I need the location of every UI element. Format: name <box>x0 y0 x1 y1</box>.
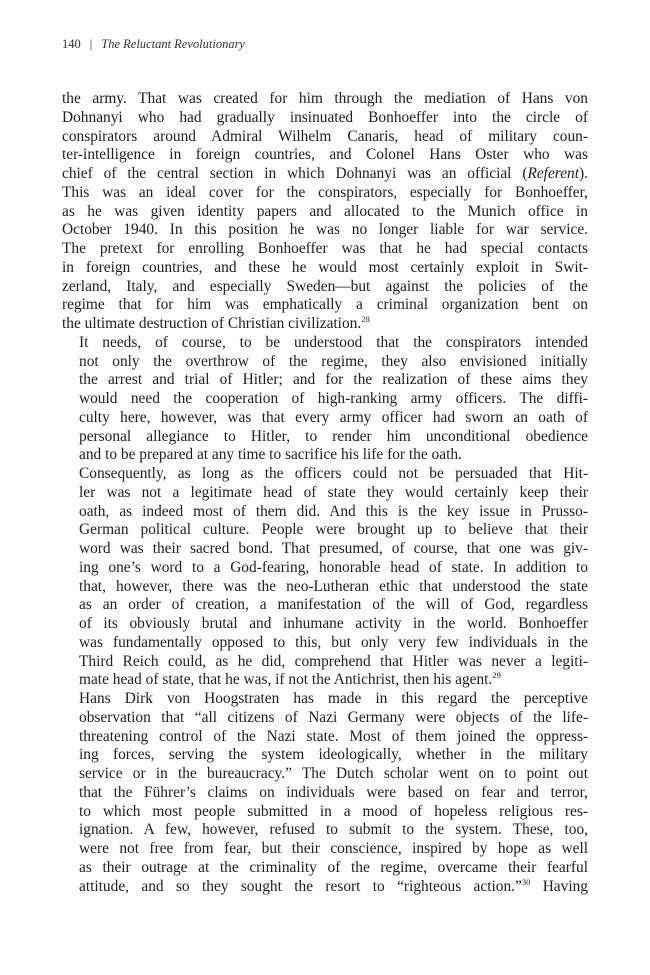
text-line <box>62 540 588 559</box>
line-text: as their outrage at the criminality of the regime, overcame their fearful <box>79 858 588 876</box>
text-line <box>62 521 588 540</box>
text-line <box>62 596 588 615</box>
line-text-tail: Having <box>530 877 589 895</box>
text-line <box>62 503 588 522</box>
text-line <box>62 390 588 409</box>
text-line <box>62 465 588 484</box>
paragraph <box>62 465 588 690</box>
text-line <box>62 634 588 653</box>
text-line <box>62 746 588 765</box>
text-line <box>62 709 588 728</box>
paragraph <box>62 334 588 465</box>
footnote-marker: 29 <box>492 670 501 681</box>
line-text-tail: ). <box>579 165 588 182</box>
line-text: The pretext for enrolling Bonhoeffer was that he had special contacts <box>62 240 588 257</box>
paragraph <box>62 690 588 896</box>
line-text: as he was given identity papers and allocated to the Munich office in <box>62 202 588 220</box>
text-line <box>62 146 588 165</box>
line-text: Third Reich could, as he did, comprehend that Hitler was never a legiti- <box>79 652 588 670</box>
line-text: the arrest and trial of Hitler; and for the realization of these aims they <box>79 371 588 389</box>
text-line <box>62 671 588 690</box>
text-line <box>62 240 588 259</box>
body-text <box>62 90 588 896</box>
line-text: ing one’s word to a God-fearing, honorable head of state. In addition to <box>79 558 588 576</box>
text-line <box>62 278 588 297</box>
text-line <box>62 109 588 128</box>
text-line <box>62 765 588 784</box>
line-text: October 1940. In this position he was no longer liable for war service. <box>62 221 588 239</box>
italic-term: Referent <box>527 165 580 182</box>
book-title: The Reluctant Revolutionary <box>101 37 245 51</box>
text-line <box>62 653 588 672</box>
line-text: in foreign countries, and these he would most certainly exploit in Swit- <box>62 258 588 276</box>
line-text: that, however, there was the neo-Lutheran ethic that understood the state <box>79 577 588 595</box>
text-line <box>62 446 588 465</box>
line-text: conspirators around Admiral Wilhelm Canaris, head of military coun- <box>62 127 588 145</box>
line-text: observation that “all citizens of Nazi Germany were objects of the life- <box>79 708 588 726</box>
line-text: chief of the central section in which Dohnanyi was an official ( <box>62 165 528 182</box>
text-line <box>62 615 588 634</box>
text-line <box>62 484 588 503</box>
text-line <box>62 259 588 278</box>
line-text: personal allegiance to Hitler, to render him unconditional obedience <box>79 427 588 445</box>
line-text: mate head of state, that he was, if not the Antichrist, then his agent. <box>79 671 493 689</box>
text-line <box>62 878 588 897</box>
text-line <box>62 353 588 372</box>
text-line <box>62 90 588 109</box>
line-text: was fundamentally opposed to this, but only very few individuals in the <box>79 633 588 651</box>
line-text: would need the cooperation of high-ranking army officers. The diffi- <box>79 390 588 407</box>
line-text: culty here, however, was that every army officer had sworn an oath of <box>79 408 588 426</box>
line-text: Dohnanyi who had gradually insinuated Bonhoeffer into the circle of <box>62 108 588 126</box>
line-text: zerland, Italy, and especially Sweden—but against the policies of the <box>62 277 588 295</box>
text-line <box>62 578 588 597</box>
text-line <box>62 184 588 203</box>
text-line <box>62 803 588 822</box>
line-text: not only the overthrow of the regime, they also envisioned initially <box>79 352 588 370</box>
text-line <box>62 296 588 315</box>
line-text: regime that for him was emphatically a criminal organization bent on <box>62 296 588 314</box>
line-text: and to be prepared at any time to sacrifice his life for the oath. <box>79 446 462 464</box>
text-line <box>62 409 588 428</box>
header-separator: | <box>89 37 93 51</box>
text-line <box>62 821 588 840</box>
footnote-marker: 30 <box>521 876 531 887</box>
line-text: threatening control of the Nazi state. Most of them joined the oppress- <box>79 727 588 745</box>
line-text: ter-intelligence in foreign countries, and Colonel Hans Oster who was <box>62 146 588 164</box>
footnote-marker: 28 <box>361 313 370 324</box>
text-line <box>62 371 588 390</box>
line-text: ler was not a legitimate head of state they would certainly keep their <box>79 483 588 501</box>
line-text: were not free from fear, but their conscience, inspired by hope as well <box>79 840 588 857</box>
line-text: German political culture. People were brought up to believe that their <box>79 521 588 539</box>
line-text: service or in the bureaucracy.” The Dutch scholar went on to point out <box>79 765 588 782</box>
line-text: as an order of creation, a manifestation of the will of God, regardless <box>79 596 588 614</box>
text-line <box>62 428 588 447</box>
text-line <box>62 221 588 240</box>
text-line <box>62 334 588 353</box>
text-line <box>62 128 588 147</box>
line-text: oath, as indeed most of them did. And this is the key issue in Prusso- <box>79 502 588 520</box>
line-text: that the Führer’s claims on individuals were based on fear and terror, <box>79 783 588 801</box>
line-text: This was an ideal cover for the conspirators, especially for Bonhoeffer, <box>62 183 588 201</box>
line-text: ing forces, serving the system ideologically, whether in the military <box>79 746 588 764</box>
line-text: Consequently, as long as the officers could not be persuaded that Hit- <box>79 465 588 482</box>
line-text: word was their sacred bond. That presumed, of course, that one was giv- <box>79 540 588 557</box>
text-line <box>62 859 588 878</box>
page-number: 140 <box>62 37 81 51</box>
text-line <box>62 728 588 747</box>
line-text: the army. That was created for him through the mediation of Hans von <box>62 90 588 107</box>
line-text: to which most people submitted in a mood of hopeless religious res- <box>79 802 588 820</box>
text-line <box>62 559 588 578</box>
text-line <box>62 690 588 709</box>
line-text: Hans Dirk von Hoogstraten has made in this regard the perceptive <box>79 690 588 707</box>
line-text: It needs, of course, to be understood that the conspirators intended <box>79 333 588 351</box>
line-text: attitude, and so they sought the resort to “righteous action.” <box>79 877 522 895</box>
line-text: of its obviously brutal and inhumane activity in the world. Bonhoeffer <box>79 615 588 632</box>
text-line <box>62 840 588 859</box>
text-line <box>62 784 588 803</box>
text-line <box>62 165 588 184</box>
text-line <box>62 315 588 334</box>
line-text: ignation. A few, however, refused to submit to the system. These, too, <box>79 821 588 839</box>
paragraph <box>62 90 588 334</box>
line-text: the ultimate destruction of Christian civilization. <box>62 315 362 332</box>
running-head <box>62 37 245 52</box>
text-line <box>62 203 588 222</box>
